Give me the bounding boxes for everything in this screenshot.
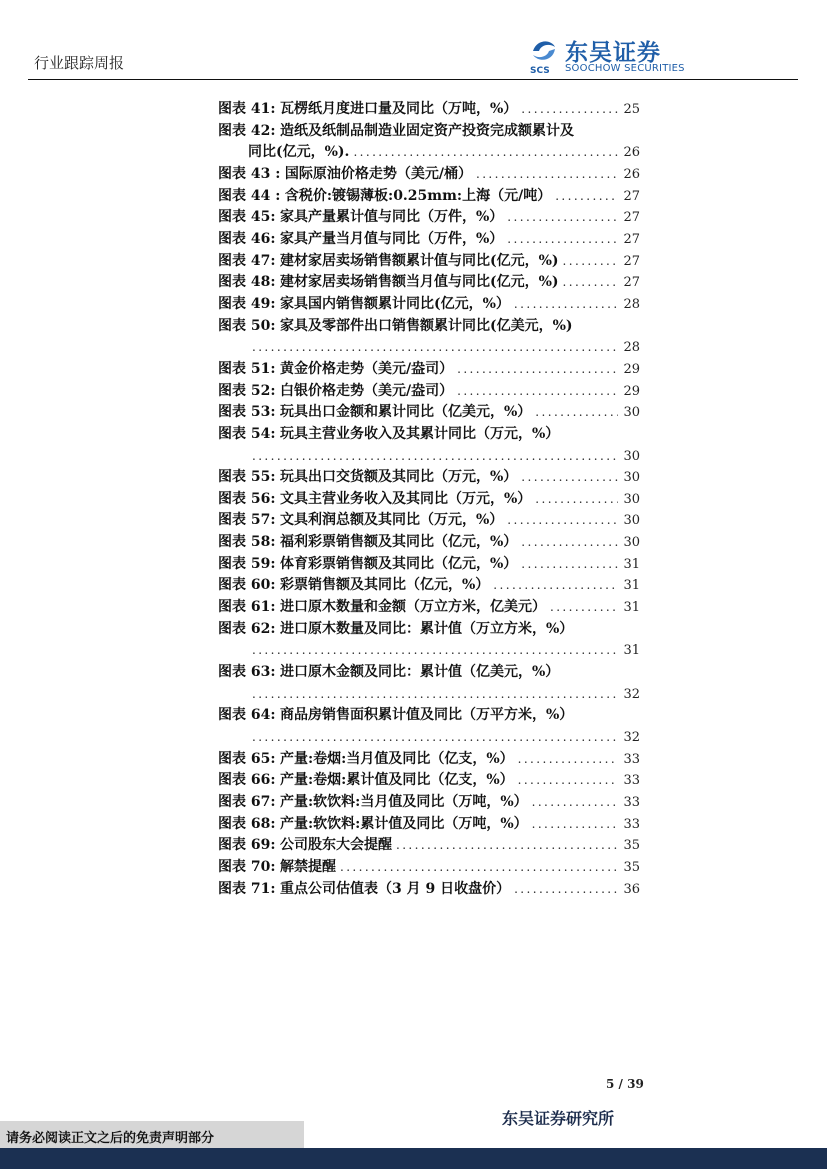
toc-leader-dots: [340, 857, 618, 879]
toc-leader-dots: [521, 554, 618, 576]
toc-leader-dots: [507, 229, 618, 251]
toc-entry-label: 图表 46:: [218, 230, 276, 247]
toc-entry-title: 公司股东大会提醒: [279, 837, 392, 854]
toc-entry-title: 玩具出口交货额及其同比（万元，%）: [279, 469, 518, 486]
toc-entry-label: 图表 44 :: [218, 187, 281, 204]
header-divider: [28, 79, 798, 80]
toc-entry[interactable]: [218, 424, 640, 446]
toc-entry[interactable]: [218, 294, 640, 316]
toc-entry-title: 家具及零部件出口销售额累计同比(亿美元，%): [279, 317, 573, 334]
toc-leader-dots: [563, 272, 618, 294]
footer-bar: [0, 1148, 827, 1169]
toc-entry[interactable]: [218, 684, 640, 706]
toc-entry-label: 图表 52:: [218, 382, 276, 399]
toc-entry-label: 图表 64:: [218, 707, 276, 724]
toc-leader-dots: [550, 597, 618, 619]
logo-mark-text: SCS: [530, 66, 550, 75]
figure-list: [218, 99, 640, 900]
toc-entry-title: 建材家居卖场销售额累计值与同比(亿元，%): [279, 252, 559, 269]
toc-leader-dots: [555, 186, 618, 208]
toc-entry-page: 30: [623, 513, 640, 529]
toc-entry-title: 含税价:镀锡薄板:0.25mm:上海（元/吨）: [284, 187, 552, 204]
company-logo: [527, 37, 717, 77]
toc-entry[interactable]: [218, 99, 640, 121]
toc-entry[interactable]: [218, 727, 640, 749]
toc-entry-page: 31: [623, 600, 640, 616]
toc-entry[interactable]: [218, 879, 640, 901]
toc-entry[interactable]: [218, 316, 640, 338]
toc-entry[interactable]: [218, 359, 640, 381]
toc-entry-label: 图表 60:: [218, 577, 276, 594]
toc-entry-title: 同比(亿元，%).: [248, 144, 350, 161]
toc-entry-title: 进口原木金额及同比：累计值（亿美元，%）: [279, 664, 560, 681]
toc-entry-title: 解禁提醒: [279, 858, 336, 875]
toc-entry[interactable]: [218, 662, 640, 684]
toc-entry-title: 瓦楞纸月度进口量及同比（万吨，%）: [279, 101, 518, 117]
toc-entry-title: 家具产量当月值与同比（万件，%）: [279, 230, 504, 247]
toc-entry[interactable]: [218, 770, 640, 792]
toc-entry[interactable]: [218, 251, 640, 273]
logo-mark-icon: [527, 37, 561, 75]
toc-entry-page: 30: [623, 405, 640, 421]
toc-entry-title: 玩具主营业务收入及其累计同比（万元，%）: [279, 425, 560, 442]
toc-entry[interactable]: [218, 792, 640, 814]
toc-entry-title: 进口原木数量及同比：累计值（万立方米，%）: [279, 620, 574, 637]
toc-entry-title: 白银价格走势（美元/盎司）: [279, 382, 454, 399]
toc-entry-label: 图表 50:: [218, 317, 276, 334]
toc-leader-dots: [457, 359, 618, 381]
toc-entry-page: 32: [623, 730, 640, 746]
toc-entry-label: 图表 63:: [218, 664, 276, 681]
toc-entry-title: 体育彩票销售额及其同比（亿元，%）: [279, 555, 518, 572]
toc-entry-label: 图表 45:: [218, 209, 276, 226]
toc-entry-page: 31: [623, 578, 640, 594]
toc-entry-title: 重点公司估值表（3 月 9 日收盘价）: [279, 880, 511, 897]
toc-entry[interactable]: [218, 229, 640, 251]
toc-entry[interactable]: [218, 446, 640, 468]
toc-entry-page: 28: [623, 340, 640, 356]
logo-name: 东吴证券: [565, 40, 661, 66]
toc-entry[interactable]: [218, 164, 640, 186]
toc-entry-label: 图表 69:: [218, 837, 276, 854]
toc-entry-page: 33: [623, 751, 640, 767]
toc-entry[interactable]: [218, 402, 640, 424]
toc-entry-page: 33: [623, 795, 640, 810]
toc-entry-title: 家具产量累计值与同比（万件，%）: [279, 209, 504, 226]
toc-leader-dots: [507, 510, 618, 532]
toc-entry-title: 产量:软饮料:当月值及同比（万吨，%）: [279, 794, 528, 810]
toc-entry-label: 图表 49:: [218, 295, 276, 312]
toc-leader-dots: [507, 207, 618, 229]
toc-entry-title: 产量:软饮料:累计值及同比（万吨，%）: [279, 815, 528, 832]
toc-entry-page: 30: [623, 470, 640, 486]
toc-entry-label: 图表 54:: [218, 425, 276, 442]
toc-entry-title: 黄金价格走势（美元/盎司）: [279, 360, 454, 377]
toc-entry-title: 家具国内销售额累计同比(亿元，%）: [279, 295, 510, 312]
toc-entry-title: 产量:卷烟:累计值及同比（亿支，%）: [279, 772, 514, 789]
toc-leader-dots: [532, 814, 618, 836]
toc-entry-title: 产量:卷烟:当月值及同比（亿支，%）: [279, 750, 514, 767]
toc-entry[interactable]: [218, 121, 640, 143]
toc-entry-label: 图表 70:: [218, 858, 276, 875]
toc-entry-label: 图表 58:: [218, 534, 276, 551]
toc-entry-page: 30: [623, 448, 640, 464]
disclaimer-text: 请务必阅读正文之后的免责声明部分: [6, 1131, 215, 1146]
toc-leader-dots: [521, 99, 618, 121]
toc-leader-dots: [514, 879, 618, 901]
toc-entry-title: 彩票销售额及其同比（亿元，%）: [279, 577, 490, 594]
toc-entry-title: 文具利润总额及其同比（万元，%）: [279, 512, 504, 529]
toc-entry[interactable]: [218, 381, 640, 403]
toc-entry-page: 27: [623, 210, 640, 226]
toc-leader-dots: [532, 792, 618, 814]
toc-leader-dots: [493, 575, 618, 597]
toc-entry-page: 26: [623, 166, 640, 182]
toc-entry[interactable]: [218, 186, 640, 208]
toc-entry-label: 图表 51:: [218, 360, 276, 377]
toc-entry[interactable]: [218, 554, 640, 576]
toc-entry-label: 图表 55:: [218, 469, 276, 486]
toc-entry-title: 建材家居卖场销售额当月值与同比(亿元，%): [279, 274, 559, 291]
toc-leader-dots: [521, 467, 618, 489]
toc-entry-label: 图表 67:: [218, 794, 276, 810]
toc-entry-title: 福利彩票销售额及其同比（亿元，%）: [279, 534, 518, 551]
toc-entry-page: 27: [623, 275, 640, 291]
toc-entry[interactable]: [218, 207, 640, 229]
toc-entry-label: 图表 43 :: [218, 165, 281, 182]
toc-leader-dots: [396, 835, 618, 857]
toc-entry-label: 图表 57:: [218, 512, 276, 529]
toc-entry-label: 图表 62:: [218, 620, 276, 637]
toc-entry-page: 32: [623, 686, 640, 702]
toc-leader-dots: [457, 381, 618, 403]
toc-entry-label: 图表 61:: [218, 599, 276, 616]
toc-entry-page: 35: [623, 838, 640, 854]
toc-entry-page: 28: [623, 296, 640, 312]
toc-leader-dots: [252, 640, 618, 662]
toc-entry-title: 造纸及纸制品制造业固定资产投资完成额累计及: [279, 122, 574, 139]
toc-entry-page: 26: [623, 145, 640, 161]
toc-entry-page: 25: [623, 102, 640, 117]
toc-entry[interactable]: [218, 467, 640, 489]
toc-leader-dots: [535, 402, 618, 424]
toc-entry-title: 国际原油价格走势（美元/桶）: [284, 165, 472, 182]
toc-entry-title: 玩具出口金额和累计同比（亿美元，%）: [279, 404, 532, 421]
disclaimer-banner: [0, 1121, 304, 1150]
toc-leader-dots: [252, 684, 618, 706]
toc-entry-page: 30: [623, 535, 640, 551]
toc-entry[interactable]: [218, 142, 640, 164]
toc-entry-label: 图表 53:: [218, 404, 276, 421]
report-category: 行业跟踪周报: [34, 54, 125, 72]
toc-entry-page: 27: [623, 231, 640, 247]
toc-entry-page: 29: [623, 361, 640, 377]
toc-entry-title: 商品房销售面积累计值及同比（万平方米，%）: [279, 707, 574, 724]
toc-entry-label: 图表 42:: [218, 122, 276, 139]
toc-entry-label: 图表 41:: [218, 101, 276, 117]
toc-entry-label: 图表 71:: [218, 880, 276, 897]
toc-leader-dots: [476, 164, 618, 186]
toc-entry-label: 图表 59:: [218, 555, 276, 572]
toc-entry[interactable]: [218, 510, 640, 532]
toc-leader-dots: [518, 749, 618, 771]
toc-entry-label: 图表 68:: [218, 815, 276, 832]
toc-entry[interactable]: [218, 835, 640, 857]
toc-entry-title: 进口原木数量和金额（万立方米，亿美元）: [279, 599, 546, 616]
toc-leader-dots: [514, 294, 618, 316]
toc-entry[interactable]: [218, 489, 640, 511]
toc-entry[interactable]: [218, 749, 640, 771]
footer-organization: 东吴证券研究所: [502, 1109, 615, 1128]
toc-entry-page: 31: [623, 556, 640, 572]
toc-leader-dots: [252, 337, 618, 359]
toc-entry-page: 33: [623, 816, 640, 832]
toc-entry-label: 图表 66:: [218, 772, 276, 789]
toc-entry[interactable]: [218, 857, 640, 879]
toc-entry[interactable]: [218, 705, 640, 727]
toc-entry-page: 30: [623, 491, 640, 507]
toc-leader-dots: [535, 489, 618, 511]
toc-leader-dots: [521, 532, 618, 554]
toc-entry[interactable]: [218, 640, 640, 662]
toc-entry-page: 36: [623, 881, 640, 897]
page-number: 5 / 39: [606, 1077, 644, 1091]
toc-leader-dots: [353, 142, 618, 164]
toc-leader-dots: [252, 727, 618, 749]
toc-entry-label: 图表 65:: [218, 750, 276, 767]
toc-leader-dots: [518, 770, 618, 792]
toc-entry-label: 图表 47:: [218, 252, 276, 269]
toc-entry-label: 图表 56:: [218, 490, 276, 507]
toc-entry[interactable]: [218, 337, 640, 359]
toc-entry-page: 27: [623, 253, 640, 269]
toc-entry[interactable]: [218, 597, 640, 619]
toc-entry-page: 35: [623, 859, 640, 875]
toc-entry-page: 31: [623, 643, 640, 659]
toc-entry[interactable]: [218, 619, 640, 641]
toc-leader-dots: [563, 251, 618, 273]
toc-entry-page: 27: [623, 188, 640, 204]
toc-entry[interactable]: [218, 814, 640, 836]
toc-entry-page: 33: [623, 773, 640, 789]
toc-entry[interactable]: [218, 532, 640, 554]
toc-entry-label: 图表 48:: [218, 274, 276, 291]
logo-english-name: SOOCHOW SECURITIES: [565, 63, 685, 74]
toc-leader-dots: [252, 446, 618, 468]
toc-entry-title: 文具主营业务收入及其同比（万元，%）: [279, 490, 532, 507]
toc-entry[interactable]: [218, 272, 640, 294]
toc-entry[interactable]: [218, 575, 640, 597]
toc-entry-page: 29: [623, 383, 640, 399]
